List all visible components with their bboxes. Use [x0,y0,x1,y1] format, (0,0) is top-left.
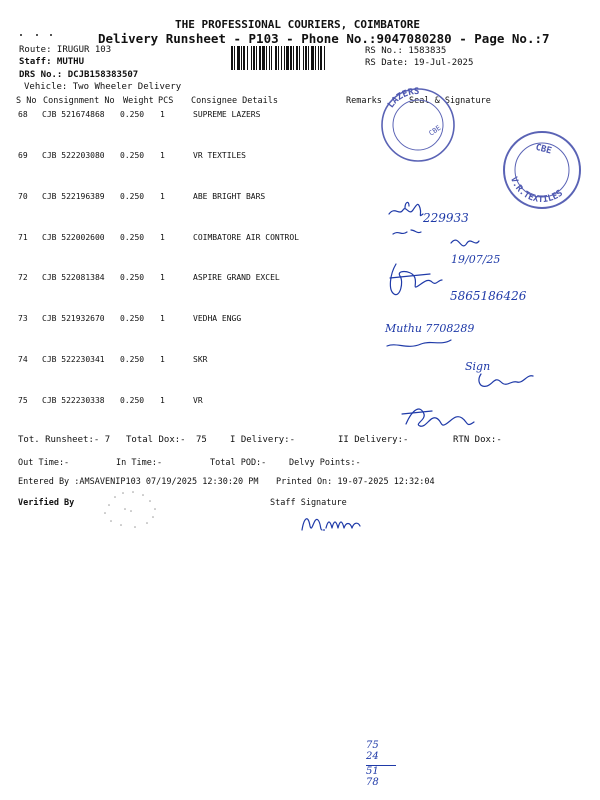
row-pcs: 1 [160,192,165,201]
vehicle: Vehicle: Two Wheeler Delivery [24,82,182,92]
route: Route: IRUGUR 103 [19,45,112,55]
total-pod: Total POD:- [210,458,267,468]
row-pcs: 1 [160,110,165,119]
barcode-bar [324,46,325,70]
col-consignee: Consignee Details [191,96,278,106]
row-consignment: CJB 522081384 [42,273,105,282]
svg-text:Sign: Sign [465,360,491,373]
staff-signature-handwriting [298,508,378,538]
row-weight: 0.250 [120,192,145,201]
barcode-bar [256,46,257,70]
barcode-bar [284,46,285,70]
row-consignment: CJB 522230338 [42,396,105,405]
barcode-bar [231,46,233,70]
total-dox-value: 75 [196,435,207,445]
row-consignment: CJB 522230341 [42,355,105,364]
row-consignment: CJB 521674868 [42,110,105,119]
in-time: In Time:- [116,458,163,468]
col-sno: S No [16,96,37,106]
row-consignee: SUPREME LAZERS [193,110,261,119]
barcode-bar [296,46,298,70]
row-pcs: 1 [160,314,165,323]
barcode-bar [278,46,279,70]
out-time: Out Time:- [18,458,70,468]
row-weight: 0.250 [120,314,145,323]
row-sno: 75 [18,396,28,405]
barcode-bar [251,46,252,70]
barcode-bar [275,46,277,70]
row-consignment: CJB 521932670 [42,314,105,323]
seal-stamp-lazers [373,84,463,166]
row-consignee: VR TEXTILES [193,151,246,160]
barcode-bar [241,46,242,70]
barcode-bar [315,46,316,70]
rs-date: RS Date: 19-Jul-2025 [365,58,474,68]
rtn-dox: RTN Dox:- [453,435,502,445]
row-pcs: 1 [160,355,165,364]
handwritten-signature-row75 [398,398,508,434]
row-weight: 0.250 [120,355,145,364]
barcode-bar [271,46,272,70]
barcode-bar [311,46,314,70]
row-consignee: COIMBATORE AIR CONTROL [193,233,299,242]
svg-text:19/07/25: 19/07/25 [451,253,501,266]
barcode-bar [234,46,235,70]
barcode-bar [247,46,248,70]
ii-delivery: II Delivery:- [338,435,409,445]
drs-number: DRS No.: DCJB158383507 [19,70,139,80]
barcode-bar [299,46,300,70]
svg-text:CBE: CBE [534,142,553,157]
margin-number: 75 [366,740,379,751]
row-weight: 0.250 [120,273,145,282]
runsheet-title: Delivery Runsheet - P103 - Phone No.:9047080280 - Page No.:7 [98,31,550,46]
margin-handwritten-numbers [366,740,396,788]
total-dox-label: Total Dox:- [126,435,186,445]
row-consignee: ABE BRIGHT BARS [193,192,266,201]
col-seal-signature: Seal & Signature [409,96,491,106]
print-mark-dots [20,34,50,37]
row-consignee: SKR [193,355,208,364]
printed-on: Printed On: 19-07-2025 12:32:04 [276,477,435,487]
barcode-bar [269,46,270,70]
delvy-points: Delvy Points:- [289,458,361,468]
row-sno: 69 [18,151,28,160]
staff: Staff: MUTHU [19,57,85,67]
col-pcs: PCS [158,96,174,106]
svg-text:Muthu 7708289: Muthu 7708289 [385,322,475,335]
row-pcs: 1 [160,273,165,282]
barcode-bar [286,46,289,70]
row-consignee: VEDHA ENGG [193,314,242,323]
col-remarks: Remarks [346,96,382,106]
svg-text:229933: 229933 [423,211,469,225]
staff-signature-label: Staff Signature [270,498,347,508]
tot-runsheet: Tot. Runsheet:- 7 [18,435,111,445]
col-weight: Weight [123,96,154,106]
barcode-bar [266,46,267,70]
row-pcs: 1 [160,151,165,160]
handwritten-signature-row74 [455,352,555,397]
barcode-bar [318,46,319,70]
barcode-bar [259,46,261,70]
row-sno: 73 [18,314,28,323]
row-weight: 0.250 [120,110,145,119]
row-consignee: VR [193,396,203,405]
row-consignment: CJB 522002600 [42,233,105,242]
row-weight: 0.250 [120,151,145,160]
margin-number: 24 [366,751,379,762]
row-sno: 71 [18,233,28,242]
row-sno: 68 [18,110,28,119]
margin-number: 78 [366,777,379,788]
row-weight: 0.250 [120,396,145,405]
barcode-bar [290,46,292,70]
handwritten-signature-row72 [386,258,556,308]
row-pcs: 1 [160,396,165,405]
entered-by: Entered By :AMSAVENIP103 07/19/2025 12:30:20 PM [18,477,259,487]
barcode-bar [305,46,307,70]
svg-text:V.R.TEXTILES: V.R.TEXTILES [508,175,565,206]
barcode-bar [237,46,240,70]
barcode-bar [293,46,294,70]
col-consignment: Consignment No [43,96,115,106]
rs-number: RS No.: 1583835 [365,46,447,56]
svg-text:5865186426: 5865186426 [450,289,527,303]
row-pcs: 1 [160,233,165,242]
verified-by: Verified By [18,498,75,508]
barcode-bar [320,46,322,70]
barcode-bar [262,46,265,70]
row-weight: 0.250 [120,233,145,242]
barcode-bar [253,46,255,70]
barcode-bar [243,46,245,70]
company-title: THE PROFESSIONAL COURIERS, COIMBATORE [175,18,421,31]
row-sno: 70 [18,192,28,201]
barcode-bar [308,46,309,70]
barcode [231,46,358,70]
faint-office-stamp [95,483,165,533]
handwritten-signature-row73 [383,316,513,356]
row-consignee: ASPIRE GRAND EXCEL [193,273,280,282]
row-sno: 72 [18,273,28,282]
margin-number: 51 [366,765,396,777]
barcode-bar [281,46,282,70]
row-consignment: CJB 522203080 [42,151,105,160]
svg-text:CBE: CBE [427,123,443,138]
row-consignment: CJB 522196389 [42,192,105,201]
row-sno: 74 [18,355,28,364]
barcode-bar [303,46,304,70]
i-delivery: I Delivery:- [230,435,296,445]
svg-text:LAZERS: LAZERS [386,86,420,111]
